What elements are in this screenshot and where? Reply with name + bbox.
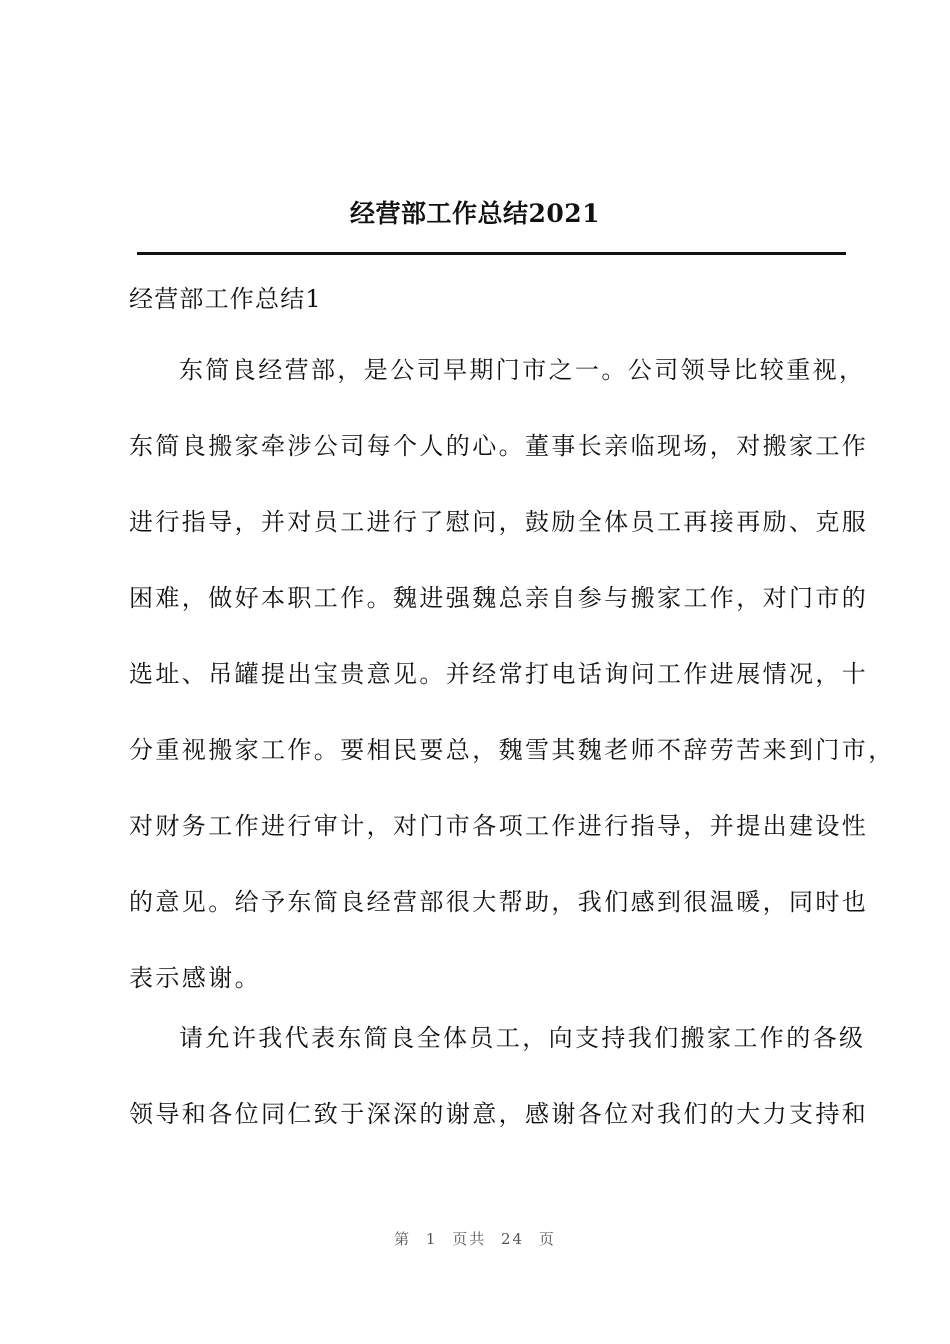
- page-footer: 第 1 页共 24 页: [394, 1230, 556, 1248]
- document-title: 经营部工作总结2021: [349, 199, 601, 228]
- paragraph-2: [129, 1012, 869, 1164]
- paragraph-line: 表示感谢。: [129, 964, 261, 992]
- paragraph-line: 选址、吊罐提出宝贵意见。并经常打电话询问工作进展情况，十: [129, 660, 869, 688]
- paragraph-line: 请允许我代表东简良全体员工，向支持我们搬家工作的各级: [179, 1024, 866, 1052]
- paragraph-1: [129, 344, 895, 1028]
- paragraph-line: 进行指导，并对员工进行了慰问，鼓励全体员工再接再励、克服: [129, 508, 869, 536]
- section-heading: 经营部工作总结1: [129, 285, 322, 313]
- paragraph-line: 东简良搬家牵涉公司每个人的心。董事长亲临现场，对搬家工作: [129, 432, 869, 460]
- title-underline: [137, 252, 846, 255]
- paragraph-line: 分重视搬家工作。要相民要总，魏雪其魏老师不辞劳苦来到门市，: [129, 736, 895, 764]
- paragraph-line: 领导和各位同仁致于深深的谢意，感谢各位对我们的大力支持和: [129, 1100, 869, 1128]
- paragraph-line: 的意见。给予东简良经营部很大帮助，我们感到很温暖，同时也: [129, 888, 869, 916]
- paragraph-line: 困难，做好本职工作。魏进强魏总亲自参与搬家工作，对门市的: [129, 584, 869, 612]
- paragraph-line: 对财务工作进行审计，对门市各项工作进行指导，并提出建设性: [129, 812, 869, 840]
- paragraph-line: 东简良经营部，是公司早期门市之一。公司领导比较重视，: [179, 356, 866, 384]
